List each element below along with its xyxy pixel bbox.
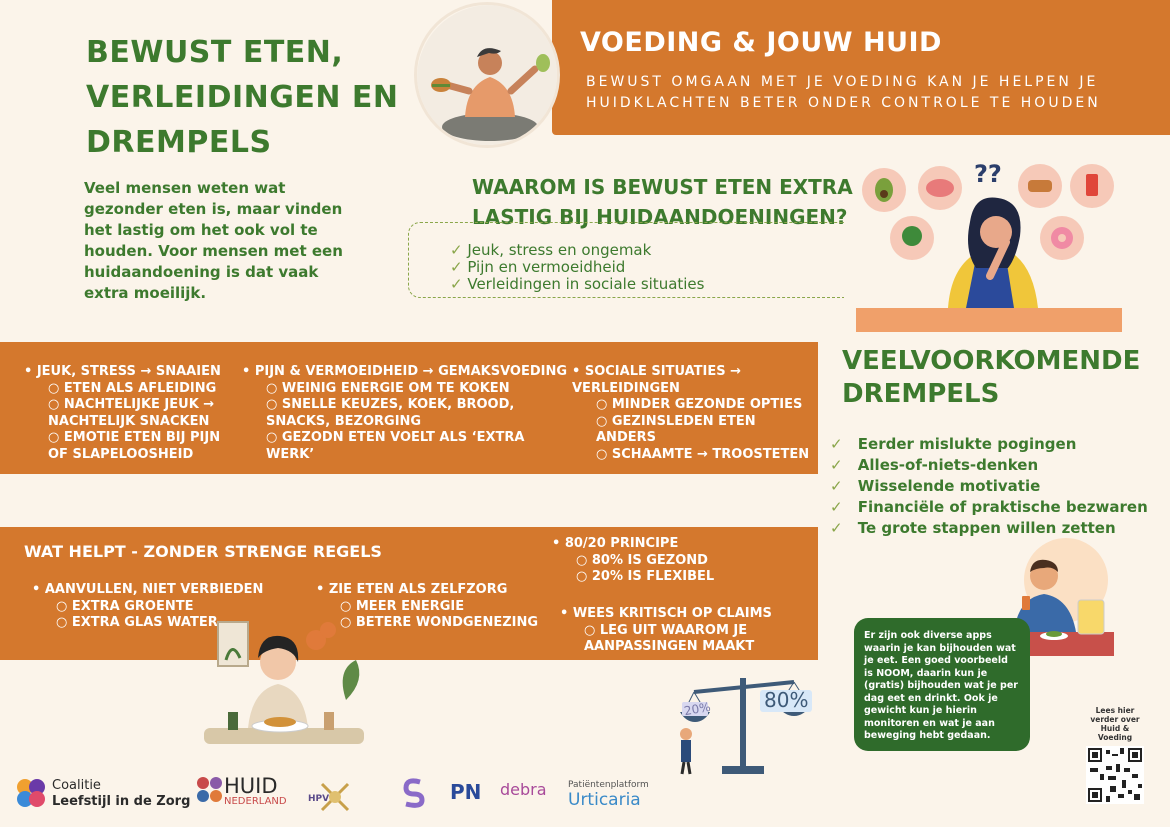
hero-title: VOEDING & JOUW HUID xyxy=(580,27,942,58)
help-column-1: • AANVULLEN, NIET VERBIEDEN ○ EXTRA GROENTE ○ EXTRA GLAS WATER xyxy=(32,582,302,632)
why-title: WAAROM IS BEWUST ETEN EXTRA LASTIG BIJ HUIDAANDOENINGEN? xyxy=(472,175,853,229)
thinking-woman-illustration xyxy=(856,158,1126,332)
hero-subtitle: BEWUST OMGAAN MET JE VOEDING KAN JE HELPEN JE HUIDKLACHTEN BETER ONDER CONTROLE TE HOUDEN xyxy=(586,74,1101,111)
logo-hpv: HPV xyxy=(308,780,378,814)
logo-huid-nederland: HUID NEDERLAND xyxy=(196,776,296,812)
list-item: ✓ Te grote stappen willen zetten xyxy=(830,518,1148,539)
list-item: ✓ Jeuk, stress en ongemak xyxy=(450,242,704,259)
drempels-title: VEELVOORKOMENDE DREMPELS xyxy=(842,346,1141,409)
list-item: ✓ Verleidingen in sociale situaties xyxy=(450,276,704,293)
logo-debra: debra xyxy=(500,780,547,799)
hero-band xyxy=(552,0,1170,135)
list-item: ✓ Wisselende motivatie xyxy=(830,476,1148,497)
helps-title: WAT HELPT - ZONDER STRENGE REGELS xyxy=(24,542,382,561)
intro-text: Veel mensen weten wat gezonder eten is, maar vinden het lastig om het ook vol te houden. Voor mensen met een huidaandoening is dat vaak extra moeilijk. xyxy=(84,179,343,302)
read-more-label: Lees hier verder over Huid & Voeding xyxy=(1090,706,1140,742)
eating-woman-illustration xyxy=(196,600,368,760)
scale-label-left: 20% xyxy=(682,699,712,719)
list-item: ✓ Alles-of-niets-denken xyxy=(830,455,1148,476)
logo-pn: PN xyxy=(450,780,482,804)
list-item: ✓ Pijn en vermoeidheid xyxy=(450,259,704,276)
apps-info-box: Er zijn ook diverse apps waarin je kan bijhouden wat je eet. Een goed voorbeeld is NOOM, daarin kun je (gratis) bijhouden wat je per dag eet en drinkt. Ook je gewicht kun je hierin monitoren en wat je aan beweging hebt gedaan. xyxy=(854,618,1030,751)
help-column-3a: • 80/20 PRINCIPE ○ 80% IS GEZOND ○ 20% IS FLEXIBEL xyxy=(552,536,802,586)
list-item: ✓ Financiële of praktische bezwaren xyxy=(830,497,1148,518)
why-list xyxy=(450,242,704,293)
help-column-2: • ZIE ETEN ALS ZELFZORG ○ MEER ENERGIE ○ BETERE WONDGENEZING xyxy=(316,582,546,632)
logo-urticaria: Patiëntenplatform Urticaria xyxy=(568,780,649,810)
scale-illustration xyxy=(664,668,820,778)
page-title: BEWUST ETEN, VERLEIDINGEN EN DREMPELS xyxy=(86,35,399,160)
cause-column-1: • JEUK, STRESS → SNAAIEN ○ ETEN ALS AFLEIDING ○ NACHTELIJKE JEUK → NACHTELIJK SNACKEN ○ EMOTIE ETEN BIJ PIJN OF SLAPELOOSHEID xyxy=(24,364,244,463)
hero-illustration xyxy=(414,2,560,148)
cause-column-3: • SOCIALE SITUATIES → VERLEIDINGEN ○ MINDER GEZONDE OPTIES ○ GEZINSLEDEN ETEN ANDERS ○ SCHAAMTE → TROOSTETEN xyxy=(572,364,812,463)
help-column-3b: • WEES KRITISCH OP CLAIMS ○ LEG UIT WAAROM JE AANPASSINGEN MAAKT xyxy=(560,606,810,656)
scale-label-right: 80% xyxy=(764,688,809,712)
logo-s-icon xyxy=(398,776,428,810)
logo-coalitie: Coalitie Leefstijl in de Zorg xyxy=(16,778,192,812)
list-item: ✓ Eerder mislukte pogingen xyxy=(830,434,1148,455)
svg-text:??: ?? xyxy=(974,160,1002,188)
drempels-list xyxy=(830,434,1148,539)
cause-column-2: • PIJN & VERMOEIDHEID → GEMAKSVOEDING ○ WEINIG ENERGIE OM TE KOKEN ○ SNELLE KEUZES, KOEK, BROOD, SNACKS, BEZORGING ○ GEZODN ETEN VOELT ALS ‘EXTRA WERK’ xyxy=(242,364,572,463)
qr-code[interactable] xyxy=(1086,746,1144,804)
